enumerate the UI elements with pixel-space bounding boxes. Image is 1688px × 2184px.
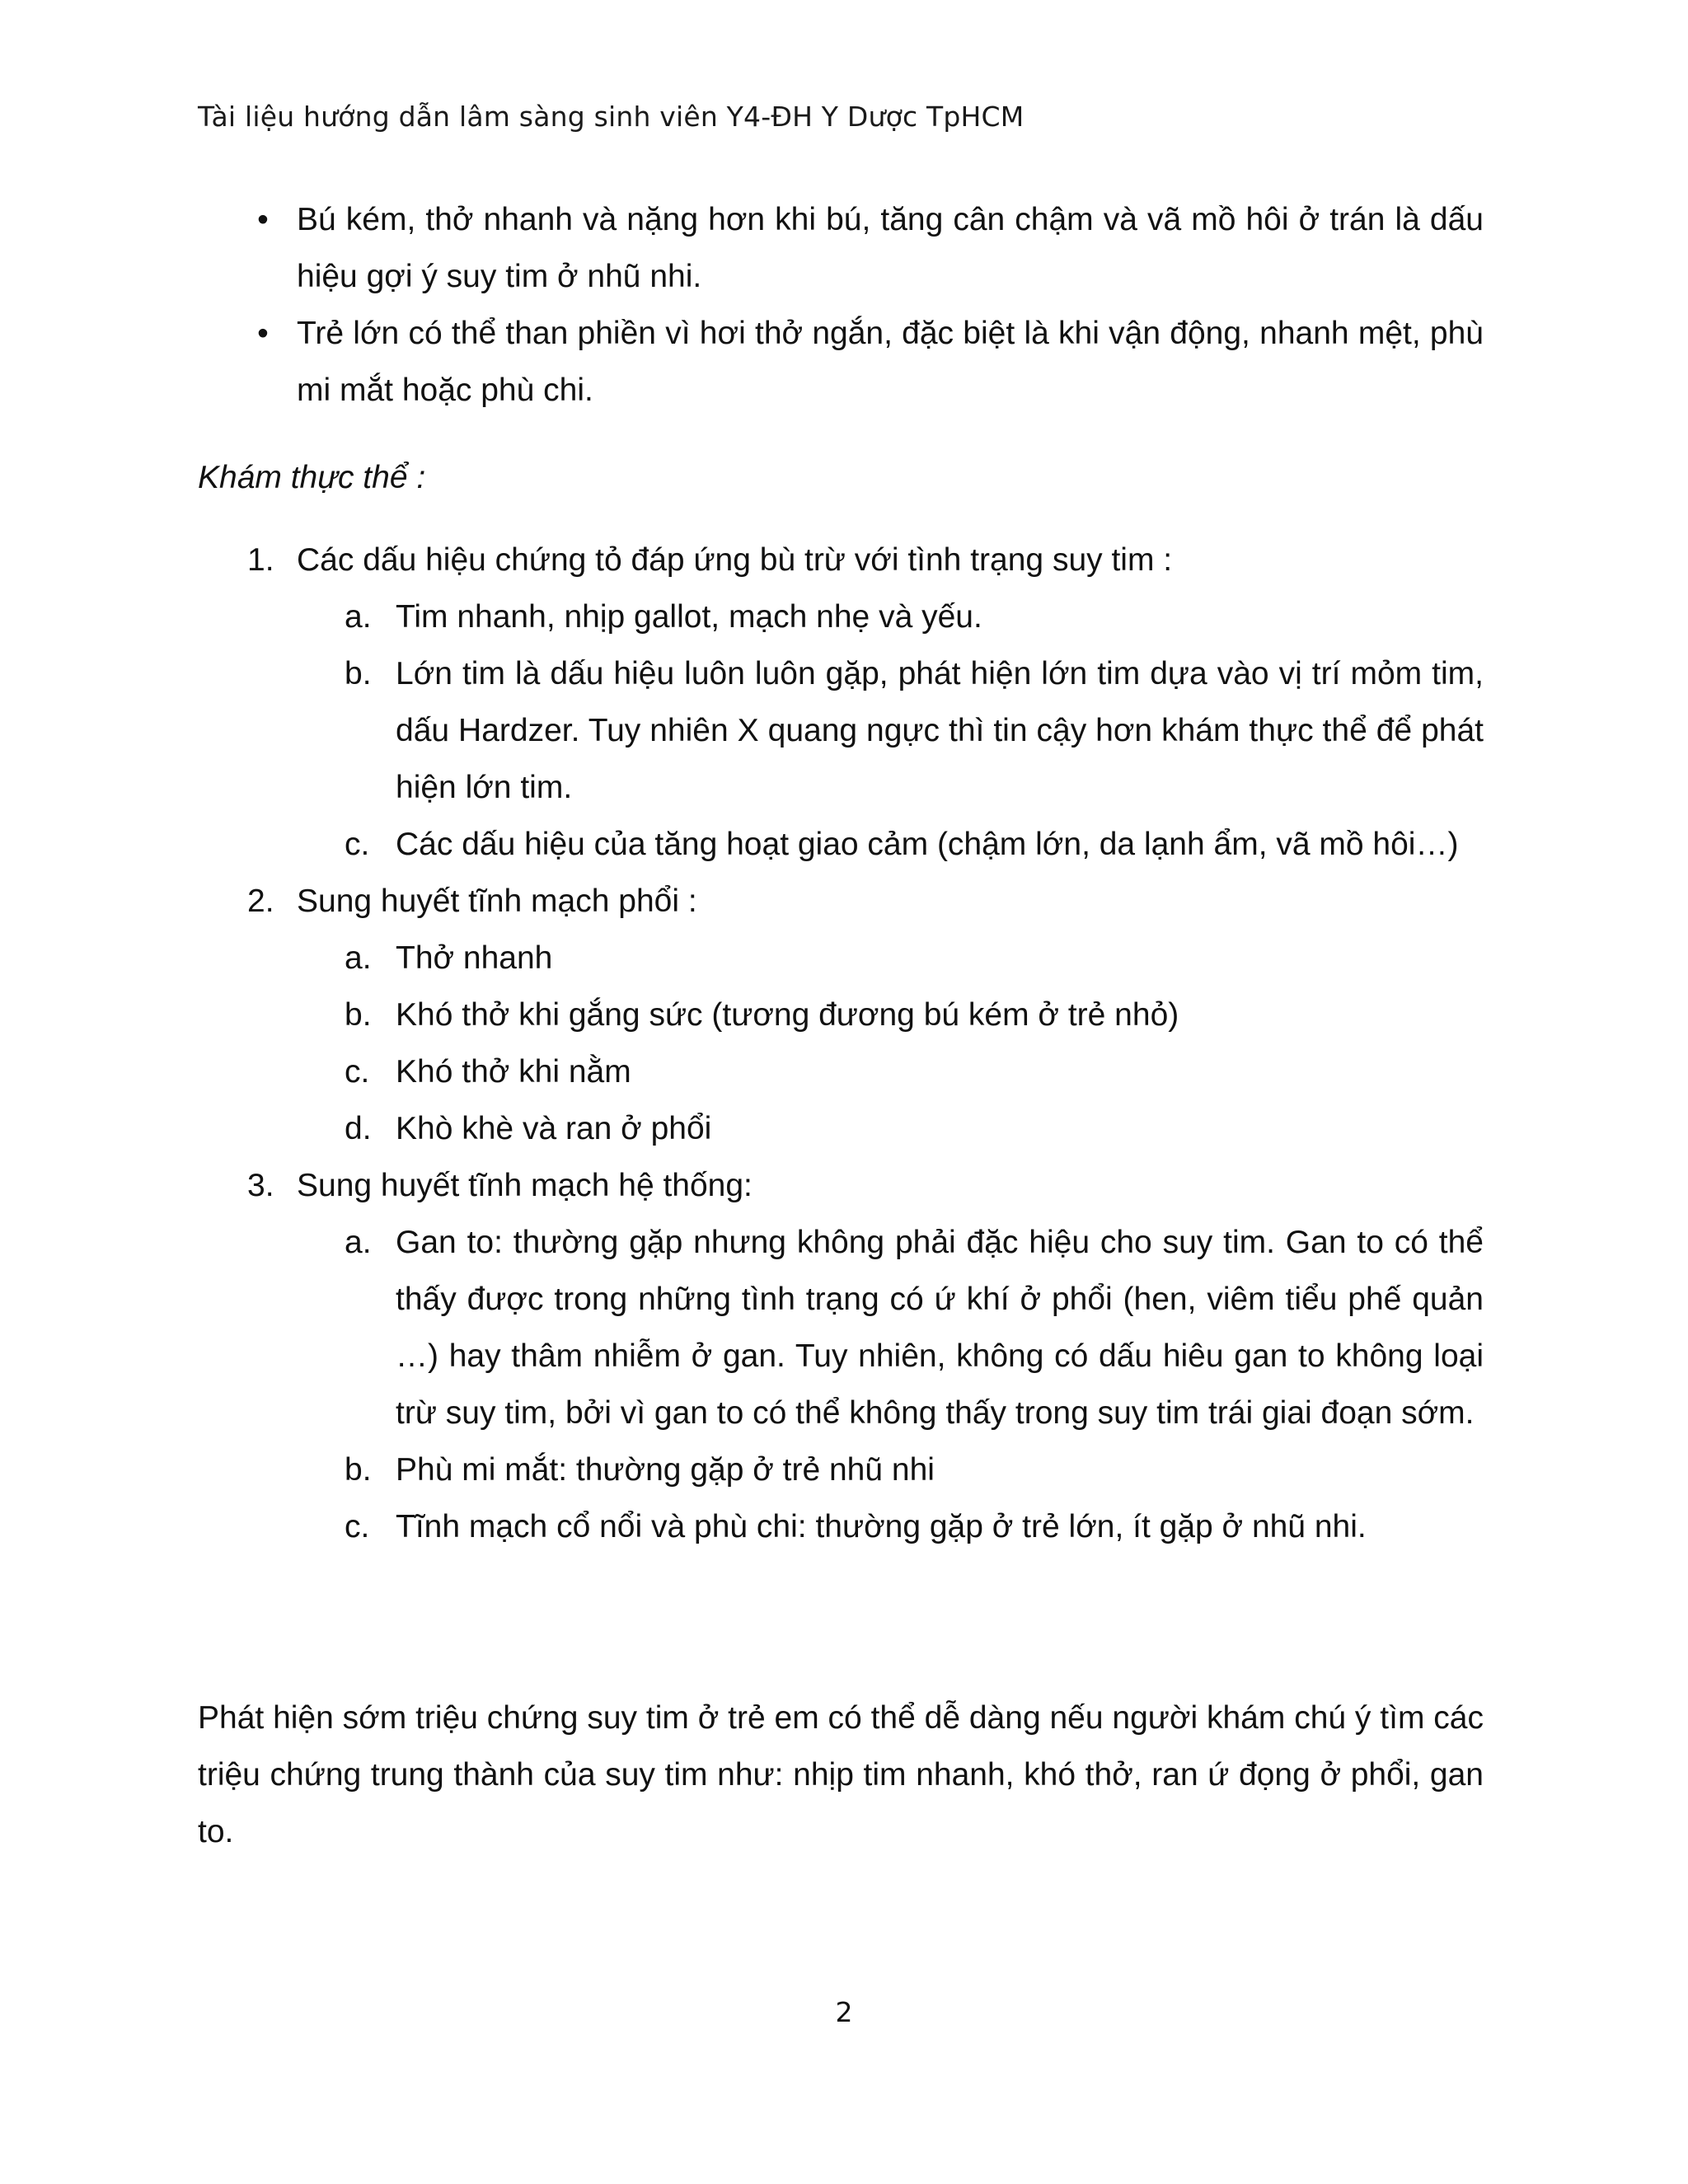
sub-item — [198, 1043, 1484, 1100]
running-header: Tài liệu hướng dẫn lâm sàng sinh viên Y4-ĐH Y Dược TpHCM — [198, 101, 1025, 133]
letter-marker: d. — [345, 1111, 372, 1146]
letter-marker: b. — [345, 997, 372, 1033]
numbered-list — [198, 532, 1484, 1555]
letter-marker: b. — [345, 656, 372, 691]
numbered-item — [198, 532, 1484, 588]
numbered-item-text: Sung huyết tĩnh mạch phổi : — [297, 883, 697, 919]
sub-item-text: Phù mi mắt: thường gặp ở trẻ nhũ nhi — [396, 1452, 935, 1488]
numbered-item-text: Các dấu hiệu chứng tỏ đáp ứng bù trừ với tình trạng suy tim : — [297, 542, 1173, 578]
sub-list — [198, 930, 1484, 1157]
closing-paragraph: Phát hiện sớm triệu chứng suy tim ở trẻ em có thể dễ dàng nếu người khám chú ý tìm các triệu chứng trung thành của suy tim như: nhịp tim nhanh, khó thở, ran ứ đọng ở phổi, gan to. — [198, 1700, 1484, 1849]
sub-item-text: Các dấu hiệu của tăng hoạt giao cảm (chậm lớn, da lạnh ẩm, vã mồ hôi…) — [396, 827, 1459, 862]
numbered-item — [198, 1157, 1484, 1214]
sub-item-text: Khó thở khi nằm — [396, 1054, 631, 1090]
letter-marker: c. — [345, 827, 370, 862]
sub-item-text: Gan to: thường gặp nhưng không phải đặc hiệu cho suy tim. Gan to có thể thấy được trong những tình trạng có ứ khí ở phổi (hen, viêm tiểu phế quản …) hay thâm nhiễm ở gan. Tuy nhiên, không có dấu hiêu gan to không loại trừ suy tim, bởi vì gan to có thể không thấy trong suy tim trái giai đoạn sớm. — [396, 1225, 1484, 1431]
letter-marker: b. — [345, 1452, 372, 1488]
sub-list — [198, 1214, 1484, 1555]
bullet-marker: • — [257, 316, 269, 351]
numbered-item-text: Sung huyết tĩnh mạch hệ thống: — [297, 1168, 753, 1203]
sub-item — [198, 987, 1484, 1043]
bullet-text: Trẻ lớn có thể than phiền vì hơi thở ngắn, đặc biệt là khi vận động, nhanh mệt, phù mi mắt hoặc phù chi. — [297, 316, 1484, 408]
page-number: 2 — [835, 1996, 853, 2028]
letter-marker: a. — [345, 599, 372, 635]
number-marker: 1. — [247, 542, 274, 578]
sub-item — [198, 1100, 1484, 1157]
number-marker: 3. — [247, 1168, 274, 1203]
numbered-item — [198, 873, 1484, 930]
sub-item-text: Tĩnh mạch cổ nổi và phù chi: thường gặp ở trẻ lớn, ít gặp ở nhũ nhi. — [396, 1509, 1367, 1544]
letter-marker: a. — [345, 940, 372, 976]
bullet-marker: • — [257, 202, 269, 237]
sub-item — [198, 816, 1484, 873]
sub-item — [198, 645, 1484, 816]
bullet-item — [257, 305, 1484, 419]
bullet-item — [257, 191, 1484, 305]
bullet-list — [257, 191, 1484, 419]
letter-marker: a. — [345, 1225, 372, 1260]
sub-item-text: Thở nhanh — [396, 940, 553, 976]
sub-list — [198, 588, 1484, 873]
letter-marker: c. — [345, 1509, 370, 1544]
sub-item — [198, 1214, 1484, 1441]
sub-item-text: Tim nhanh, nhịp gallot, mạch nhẹ và yếu. — [396, 599, 982, 635]
sub-item-text: Khó thở khi gắng sức (tương đương bú kém ở trẻ nhỏ) — [396, 997, 1179, 1033]
section-heading: Khám thực thể : — [198, 460, 426, 495]
bullet-text: Bú kém, thở nhanh và nặng hơn khi bú, tăng cân chậm và vã mồ hôi ở trán là dấu hiệu gợi ý suy tim ở nhũ nhi. — [297, 202, 1484, 294]
sub-item — [198, 1498, 1484, 1555]
number-marker: 2. — [247, 883, 274, 919]
sub-item — [198, 930, 1484, 987]
sub-item-text: Khò khè và ran ở phổi — [396, 1111, 712, 1146]
sub-item — [198, 588, 1484, 645]
sub-item-text: Lớn tim là dấu hiệu luôn luôn gặp, phát hiện lớn tim dựa vào vị trí mỏm tim, dấu Hardzer. Tuy nhiên X quang ngực thì tin cậy hơn khám thực thể để phát hiện lớn tim. — [396, 656, 1484, 805]
sub-item — [198, 1441, 1484, 1498]
letter-marker: c. — [345, 1054, 370, 1090]
